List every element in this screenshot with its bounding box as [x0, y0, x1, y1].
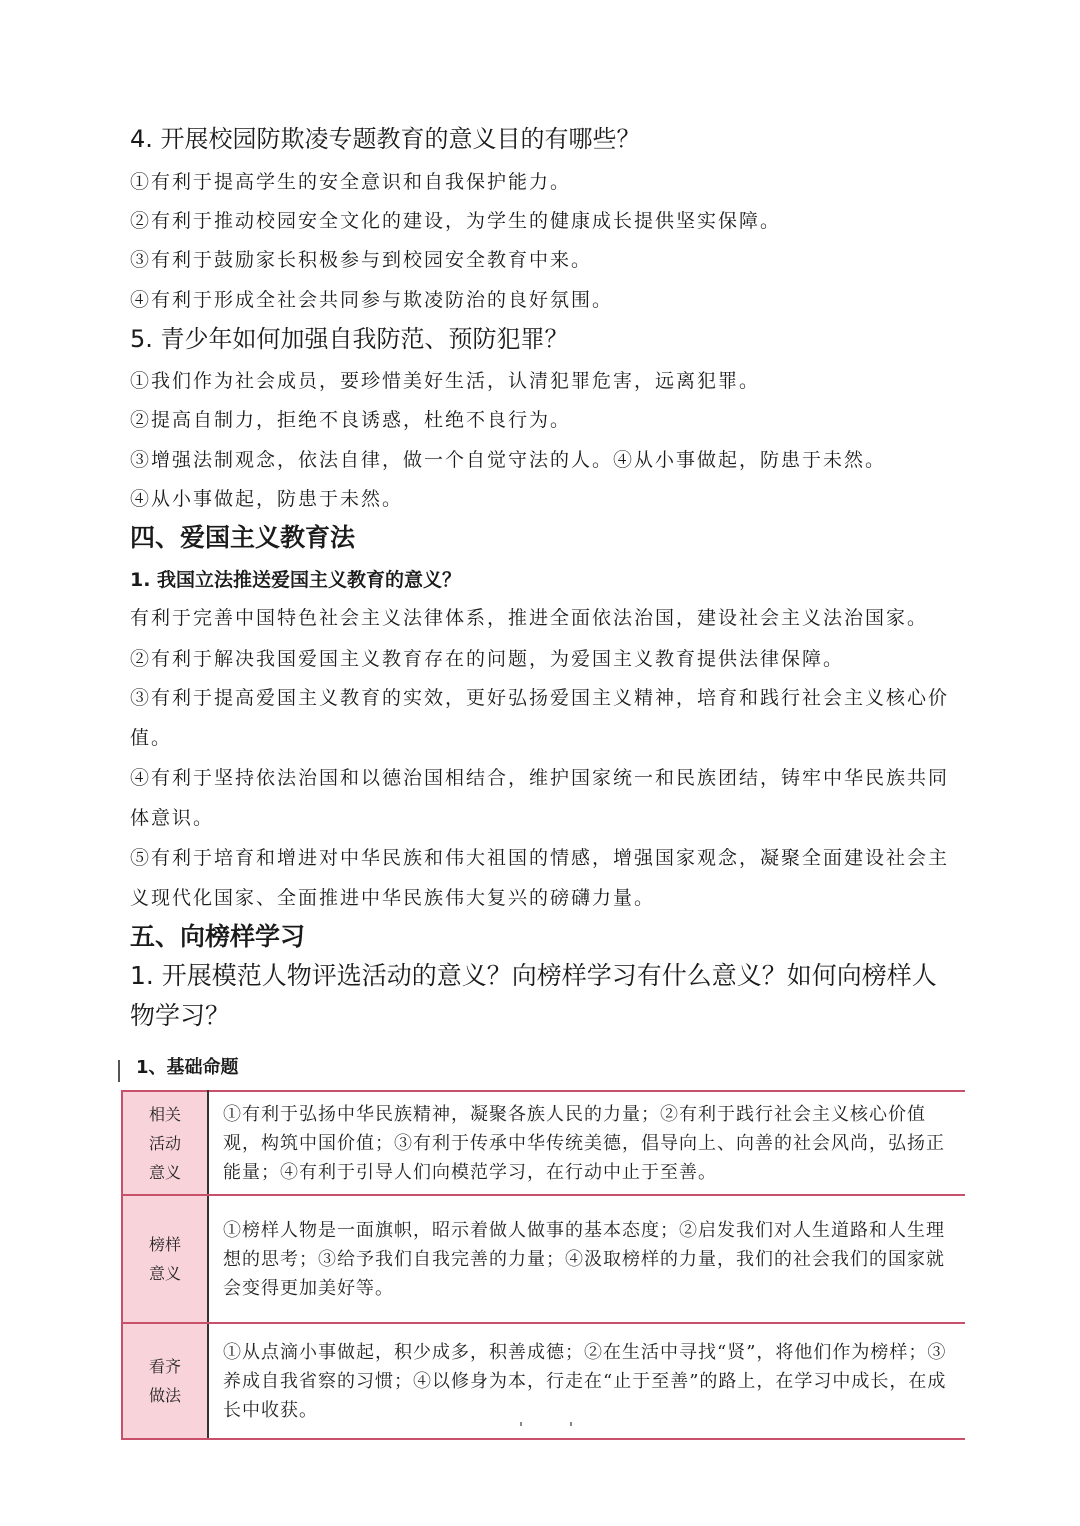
q5-item-1: ①我们作为社会成员，要珍惜美好生活，认清犯罪危害，远离犯罪。: [130, 370, 761, 392]
section-4-heading: 四、爱国主义教育法: [130, 523, 356, 552]
table-row: [122, 1195, 965, 1323]
row-text: ①有利于弘扬中华民族精神，凝聚各族人民的力量；②有利于践行社会主义核心价值观，构筑中国价值；③有利于传承中华传统美德，倡导向上、向善的社会风尚，弘扬正能量；④有利于引导人们向模范学习，在行动中止于至善。: [208, 1091, 965, 1195]
q5-item-2: ②提高自制力，拒绝不良诱惑，杜绝不良行为。: [130, 409, 572, 431]
q5-title: 5. 青少年如何加强自我防范、预防犯罪？: [130, 325, 569, 353]
section-4-question: 1. 我国立法推送爱国主义教育的意义？: [130, 569, 462, 591]
scan-mark: [520, 1422, 522, 1426]
sub-heading: 1、基础命题: [136, 1057, 239, 1078]
section-4-item-3: ③有利于提高爱国主义教育的实效，更好弘扬爱国主义精神，培育和践行社会主义核心价值。: [130, 687, 950, 749]
key-points-table: [121, 1090, 965, 1440]
scan-mark: [570, 1422, 572, 1426]
row-label: 榜样意义: [122, 1195, 208, 1323]
row-label: 相关活动意义: [122, 1091, 208, 1195]
q4-item-2: ②有利于推动校园安全文化的建设，为学生的健康成长提供坚实保障。: [130, 210, 782, 232]
section-5-heading: 五、向榜样学习: [130, 922, 306, 951]
row-text: ①从点滴小事做起，积少成多，积善成德；②在生活中寻找“贤”，将他们作为榜样；③养成自我省察的习惯；④以修身为本，行走在“止于至善”的路上，在学习中成长，在成长中收获。: [208, 1323, 965, 1439]
table-row: [122, 1323, 965, 1439]
section-4-item-5: ⑤有利于培育和增进对中华民族和伟大祖国的情感，增强国家观念，凝聚全面建设社会主义现代化国家、全面推进中华民族伟大复兴的磅礴力量。: [130, 847, 950, 909]
q4-item-3: ③有利于鼓励家长积极参与到校园安全教育中来。: [130, 249, 593, 271]
row-text: ①榜样人物是一面旗帜，昭示着做人做事的基本态度；②启发我们对人生道路和人生理想的思考；③给予我们自我完善的力量；④汲取榜样的力量，我们的社会我们的国家就会变得更加美好等。: [208, 1195, 965, 1323]
section-4-item-1: 有利于完善中国特色社会主义法律体系，推进全面依法治国，建设社会主义法治国家。: [130, 607, 929, 629]
table-row: [122, 1091, 965, 1195]
q4-item-4: ④有利于形成全社会共同参与欺凌防治的良好氛围。: [130, 289, 614, 311]
section-5-question: 1. 开展模范人物评选活动的意义？向榜样学习有什么意义？如何向榜样人物学习？: [130, 961, 937, 1030]
q5-item-4: ④从小事做起，防患于未然。: [130, 488, 404, 510]
q4-item-1: ①有利于提高学生的安全意识和自我保护能力。: [130, 171, 572, 193]
q4-title: 4. 开展校园防欺凌专题教育的意义目的有哪些？: [130, 125, 641, 153]
row-label: 看齐做法: [122, 1323, 208, 1439]
q5-item-3: ③增强法制观念，依法自律，做一个自觉守法的人。④从小事做起，防患于未然。: [130, 449, 887, 471]
section-4-item-2: ②有利于解决我国爱国主义教育存在的问题，为爱国主义教育提供法律保障。: [130, 648, 845, 670]
section-4-item-4: ④有利于坚持依法治国和以德治国相结合，维护国家统一和民族团结，铸牢中华民族共同体意识。: [130, 767, 950, 829]
sub-heading-marker: [118, 1060, 120, 1082]
